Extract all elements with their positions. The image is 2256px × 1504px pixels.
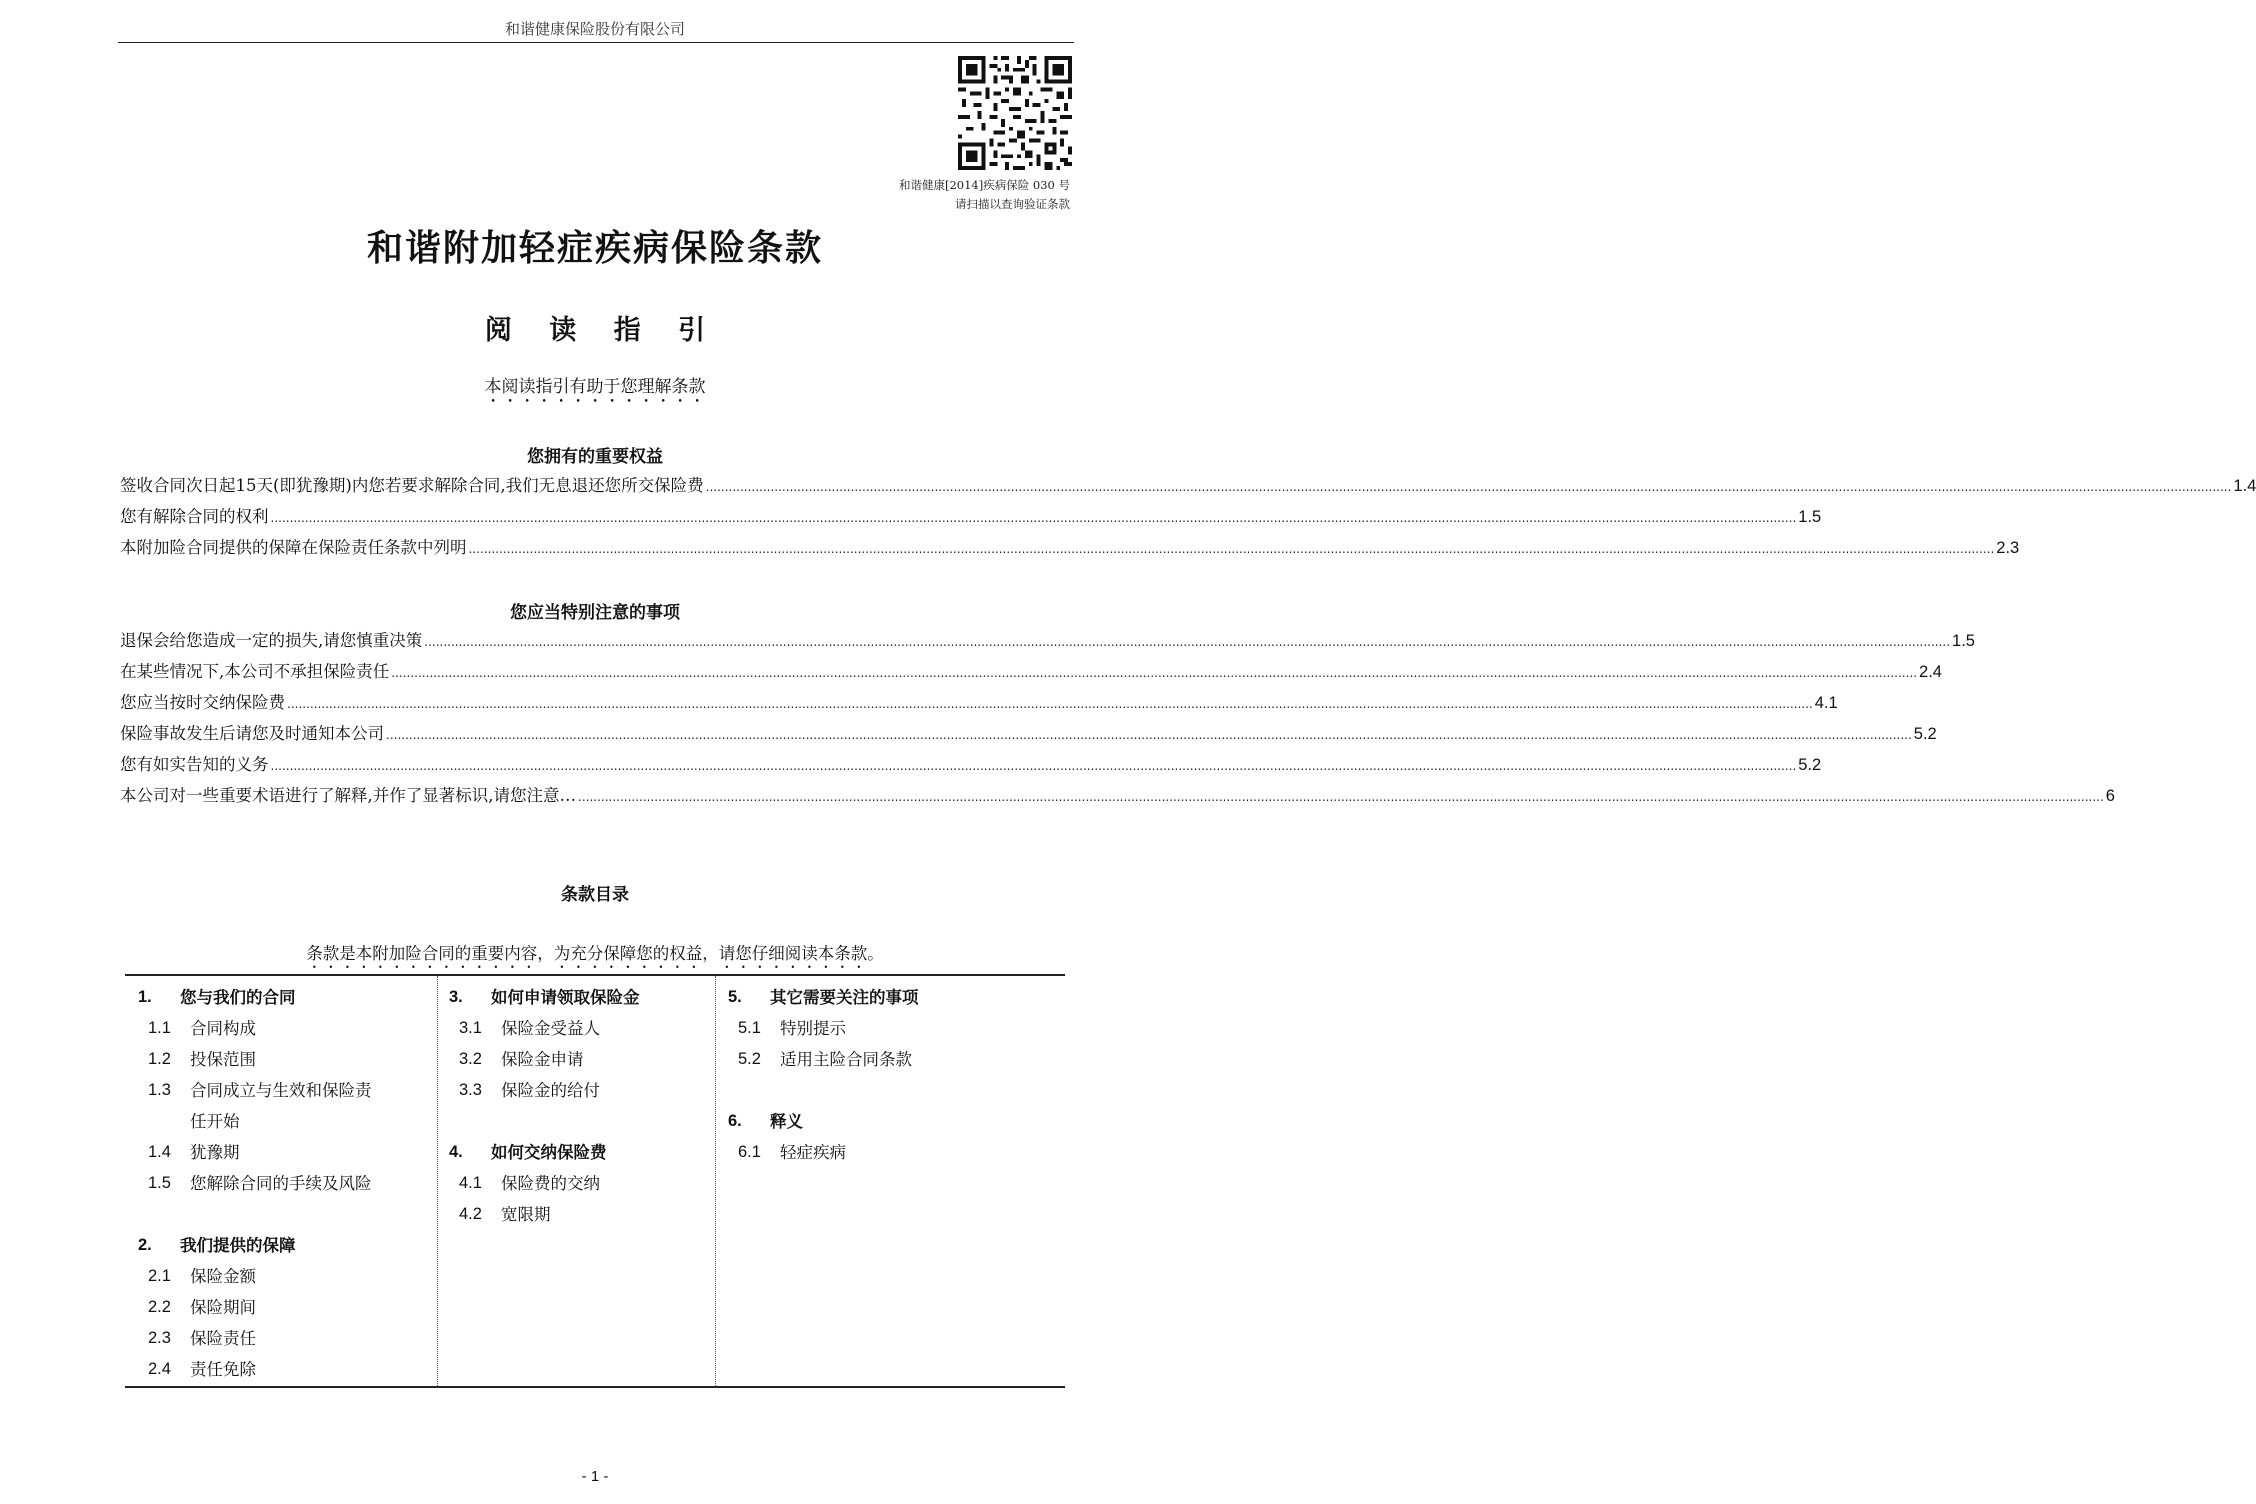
rights-heading: 您拥有的重要权益 — [527, 447, 663, 467]
dot-leader: ................................................................................................................................................................................................................................................................................................................................................................................................................ — [468, 542, 1995, 556]
toc-page: 5.2 — [1798, 756, 1822, 774]
toc-text: 退保会给您造成一定的损失,请您慎重决策 — [120, 631, 423, 650]
toc-row[interactable] — [120, 720, 1937, 751]
section-item[interactable]: 6.1 轻症疾病 — [738, 1143, 846, 1162]
section-item[interactable]: 4.2 宽限期 — [459, 1205, 551, 1224]
section-heading[interactable]: 6. 释义 — [728, 1112, 803, 1131]
toc-row[interactable] — [120, 782, 2115, 813]
document-title: 和谐附加轻症疾病保险条款 — [366, 227, 823, 269]
notices-heading: 您应当特别注意的事项 — [510, 603, 680, 623]
section-item[interactable]: 1.3 合同成立与生效和保险责 — [148, 1081, 372, 1100]
section-heading[interactable]: 3. 如何申请领取保险金 — [449, 988, 640, 1007]
column-divider — [437, 976, 438, 1386]
table-top-rule — [125, 974, 1065, 976]
dot-leader: ................................................................................................................................................................................................................................................................................................................................................................................................................ — [386, 728, 1912, 742]
toc-page: 1.5 — [1952, 632, 1975, 650]
reading-guide-title: 阅 读 指 引 — [484, 315, 720, 346]
registration-code: 和谐健康[2014]疾病保险 030 号 — [899, 178, 1070, 192]
dot-leader: ................................................................................................................................................................................................................................................................................................................................................................................................................ — [578, 790, 2104, 804]
section-item[interactable]: 2.4 责任免除 — [148, 1360, 256, 1379]
clause-contents-heading: 条款目录 — [561, 885, 629, 905]
toc-page: 2.3 — [1996, 539, 2020, 557]
toc-text: 您应当按时交纳保险费 — [120, 693, 285, 712]
clause-contents-note: 条款是本附加险合同的重要内容，为充分保障您的权益，请您仔细阅读本条款。 — [306, 944, 884, 963]
section-item[interactable]: 3.3 保险金的给付 — [459, 1081, 600, 1100]
toc-row[interactable] — [120, 751, 1822, 782]
dot-leader: ................................................................................................................................................................................................................................................................................................................................................................................................................ — [705, 480, 2232, 494]
dot-leader: ................................................................................................................................................................................................................................................................................................................................................................................................................ — [287, 697, 1813, 711]
dot-leader: ................................................................................................................................................................................................................................................................................................................................................................................................................ — [270, 511, 1797, 525]
registration-block — [899, 176, 1070, 214]
section-item[interactable]: 5.1 特别提示 — [738, 1019, 846, 1038]
section-item[interactable]: 3.2 保险金申请 — [459, 1050, 584, 1069]
section-item[interactable]: 2.3 保险责任 — [148, 1329, 256, 1348]
toc-text: 签收合同次日起15天(即犹豫期)内您若要求解除合同,我们无息退还您所交保险费 — [120, 476, 704, 495]
qr-code-icon — [958, 56, 1072, 170]
toc-row[interactable] — [120, 627, 1975, 658]
toc-page: 2.4 — [1919, 663, 1942, 681]
section-item[interactable]: 5.2 适用主险合同条款 — [738, 1050, 912, 1069]
section-item[interactable]: 2.2 保险期间 — [148, 1298, 256, 1317]
table-bottom-rule — [125, 1386, 1065, 1388]
toc-row[interactable] — [120, 689, 1838, 720]
section-item[interactable]: 1.1 合同构成 — [148, 1019, 256, 1038]
section-item[interactable]: 2.1 保险金额 — [148, 1267, 256, 1286]
toc-row[interactable] — [120, 472, 2256, 503]
toc-page: 1.4 — [2233, 477, 2256, 495]
page-number: - 1 - — [581, 1468, 609, 1485]
toc-page: 5.2 — [1913, 725, 1937, 743]
section-heading[interactable]: 1. 您与我们的合同 — [138, 988, 296, 1007]
toc-text: 在某些情况下,本公司不承担保险责任 — [120, 662, 390, 681]
toc-text: 您有解除合同的权利 — [120, 507, 269, 526]
section-item[interactable]: 1.2 投保范围 — [148, 1050, 256, 1069]
toc-text: 本附加险合同提供的保障在保险责任条款中列明 — [120, 538, 467, 557]
section-item[interactable]: 4.1 保险费的交纳 — [459, 1174, 600, 1193]
rights-list — [120, 472, 2256, 565]
toc-row[interactable] — [120, 503, 1822, 534]
company-header: 和谐健康保险股份有限公司 — [504, 20, 685, 38]
registration-note: 请扫描以查询验证条款 — [955, 197, 1070, 211]
section-heading[interactable]: 5. 其它需要关注的事项 — [728, 988, 919, 1007]
notices-list — [120, 627, 2115, 813]
section-item-continued: 任开始 — [190, 1112, 240, 1131]
dot-leader: ................................................................................................................................................................................................................................................................................................................................................................................................................ — [391, 666, 1918, 680]
column-divider — [715, 976, 716, 1386]
toc-text: 本公司对一些重要术语进行了解释,并作了显著标识,请您注意… — [120, 786, 576, 805]
reading-guide-subtitle: 本阅读指引有助于您理解条款 — [484, 377, 706, 397]
toc-row[interactable] — [120, 658, 1942, 689]
dot-leader: ................................................................................................................................................................................................................................................................................................................................................................................................................ — [424, 635, 1951, 649]
contents-column-3 — [728, 982, 919, 1168]
dot-leader: ................................................................................................................................................................................................................................................................................................................................................................................................................ — [270, 759, 1797, 773]
contents-column-1 — [138, 982, 372, 1385]
toc-row[interactable] — [120, 534, 2020, 565]
section-heading[interactable]: 2. 我们提供的保障 — [138, 1236, 296, 1255]
toc-text: 保险事故发生后请您及时通知本公司 — [120, 724, 384, 743]
section-item[interactable]: 3.1 保险金受益人 — [459, 1019, 600, 1038]
toc-page: 1.5 — [1798, 508, 1822, 526]
section-heading[interactable]: 4. 如何交纳保险费 — [449, 1143, 607, 1162]
header-rule — [118, 42, 1074, 43]
toc-page: 6 — [2105, 787, 2115, 805]
contents-column-2 — [449, 982, 640, 1230]
section-item[interactable]: 1.4 犹豫期 — [148, 1143, 240, 1162]
toc-text: 您有如实告知的义务 — [120, 755, 269, 774]
section-item[interactable]: 1.5 您解除合同的手续及风险 — [148, 1174, 372, 1193]
toc-page: 4.1 — [1814, 694, 1838, 712]
